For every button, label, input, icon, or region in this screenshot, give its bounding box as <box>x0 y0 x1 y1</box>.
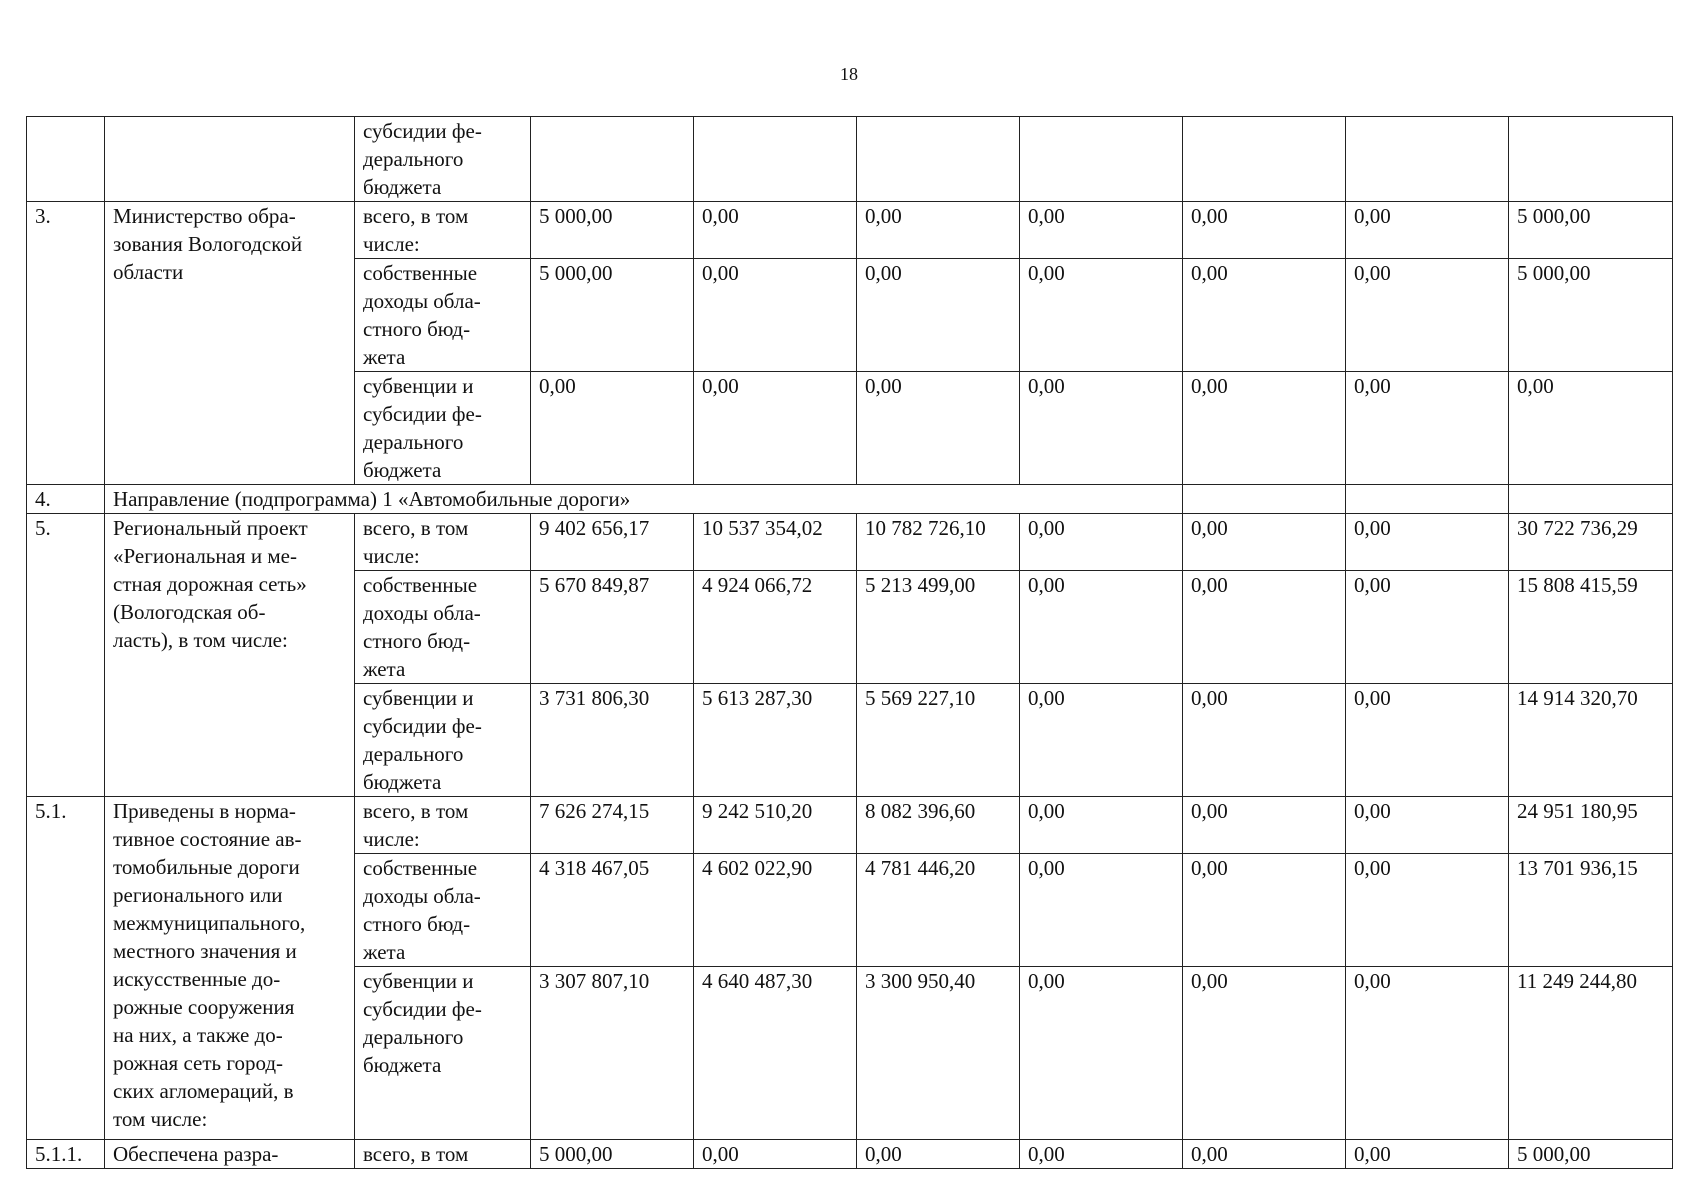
amount-cell: 11 249 244,80 <box>1509 967 1673 1140</box>
amount-cell: 15 808 415,59 <box>1509 571 1673 684</box>
amount-cell: 3 307 807,10 <box>531 967 694 1140</box>
amount-cell: 0,00 <box>694 202 857 259</box>
table-row <box>27 117 1673 202</box>
entity-name-cell: Региональный проект «Региональная и ме- стная дорожная сеть» (Вологодская об- ласть), в том числе: <box>105 514 355 797</box>
amount-cell: 0,00 <box>1183 514 1346 571</box>
amount-cell: 0,00 <box>1509 372 1673 485</box>
amount-cell: 0,00 <box>1183 1140 1346 1169</box>
amount-cell <box>1346 485 1509 514</box>
amount-cell: 0,00 <box>857 1140 1020 1169</box>
row-number-cell <box>27 117 105 202</box>
amount-cell: 4 781 446,20 <box>857 854 1020 967</box>
amount-cell: 0,00 <box>1346 797 1509 854</box>
row-number-cell: 4. <box>27 485 105 514</box>
amount-cell: 0,00 <box>1183 967 1346 1140</box>
amount-cell: 0,00 <box>1020 571 1183 684</box>
amount-cell <box>1183 117 1346 202</box>
amount-cell <box>531 117 694 202</box>
entity-name-cell: Министерство обра- зования Вологодской области <box>105 202 355 485</box>
funding-source-cell: всего, в том числе: <box>355 202 531 259</box>
amount-cell <box>1020 117 1183 202</box>
entity-name-cell: Обеспечена разра- <box>105 1140 355 1169</box>
amount-cell: 10 537 354,02 <box>694 514 857 571</box>
budget-table <box>26 116 1673 1169</box>
amount-cell: 5 613 287,30 <box>694 684 857 797</box>
amount-cell: 5 000,00 <box>1509 202 1673 259</box>
amount-cell: 0,00 <box>1183 854 1346 967</box>
amount-cell: 0,00 <box>1346 967 1509 1140</box>
amount-cell: 7 626 274,15 <box>531 797 694 854</box>
amount-cell <box>1183 485 1346 514</box>
amount-cell <box>694 117 857 202</box>
funding-source-cell: всего, в том числе: <box>355 797 531 854</box>
amount-cell: 0,00 <box>1020 1140 1183 1169</box>
amount-cell: 0,00 <box>694 372 857 485</box>
amount-cell: 5 213 499,00 <box>857 571 1020 684</box>
page-number: 18 <box>840 64 858 84</box>
entity-name-cell: Приведены в норма- тивное состояние ав- томобильные дороги регионального или межмуниципального, местного значения и искусственные до- рожные сооружения на них, а также до- рожная сеть город- ских агломераций, в том числе: <box>105 797 355 1140</box>
amount-cell: 0,00 <box>1183 684 1346 797</box>
amount-cell: 0,00 <box>1346 202 1509 259</box>
amount-cell: 3 300 950,40 <box>857 967 1020 1140</box>
funding-source-cell: субвенции и субсидии фе- дерального бюджета <box>355 372 531 485</box>
funding-source-cell: собственные доходы обла- стного бюд- жета <box>355 854 531 967</box>
amount-cell: 0,00 <box>1346 684 1509 797</box>
amount-cell: 8 082 396,60 <box>857 797 1020 854</box>
amount-cell: 5 670 849,87 <box>531 571 694 684</box>
funding-source-cell: субвенции и субсидии фе- дерального бюджета <box>355 684 531 797</box>
amount-cell: 0,00 <box>1346 372 1509 485</box>
amount-cell: 3 731 806,30 <box>531 684 694 797</box>
amount-cell: 0,00 <box>1183 259 1346 372</box>
amount-cell: 9 242 510,20 <box>694 797 857 854</box>
amount-cell: 0,00 <box>1183 202 1346 259</box>
row-number-cell: 5.1.1. <box>27 1140 105 1169</box>
row-number-cell: 5.1. <box>27 797 105 1140</box>
table-row <box>27 485 1673 514</box>
amount-cell: 0,00 <box>694 259 857 372</box>
amount-cell <box>857 117 1020 202</box>
amount-cell: 4 924 066,72 <box>694 571 857 684</box>
entity-name-cell <box>105 117 355 202</box>
row-number-cell: 5. <box>27 514 105 797</box>
table-row <box>27 797 1673 854</box>
funding-source-cell: субсидии фе- дерального бюджета <box>355 117 531 202</box>
amount-cell: 4 318 467,05 <box>531 854 694 967</box>
funding-source-cell: всего, в том числе: <box>355 514 531 571</box>
amount-cell: 0,00 <box>857 372 1020 485</box>
amount-cell: 0,00 <box>1346 1140 1509 1169</box>
amount-cell: 0,00 <box>857 259 1020 372</box>
amount-cell: 13 701 936,15 <box>1509 854 1673 967</box>
amount-cell: 0,00 <box>1346 571 1509 684</box>
amount-cell: 0,00 <box>694 1140 857 1169</box>
amount-cell: 0,00 <box>1346 854 1509 967</box>
amount-cell: 5 000,00 <box>531 202 694 259</box>
table-row <box>27 514 1673 571</box>
amount-cell: 0,00 <box>857 202 1020 259</box>
amount-cell: 0,00 <box>1346 259 1509 372</box>
funding-source-cell: собственные доходы обла- стного бюд- жета <box>355 259 531 372</box>
funding-source-cell: всего, в том <box>355 1140 531 1169</box>
amount-cell <box>1509 485 1673 514</box>
amount-cell: 0,00 <box>1020 202 1183 259</box>
table-row <box>27 1140 1673 1169</box>
amount-cell: 9 402 656,17 <box>531 514 694 571</box>
amount-cell: 30 722 736,29 <box>1509 514 1673 571</box>
table-row <box>27 202 1673 259</box>
amount-cell: 5 000,00 <box>531 1140 694 1169</box>
amount-cell: 0,00 <box>1346 514 1509 571</box>
amount-cell: 0,00 <box>1183 797 1346 854</box>
direction-heading: Направление (подпрограмма) 1 «Автомобильные дороги» <box>105 485 1183 514</box>
funding-source-cell: собственные доходы обла- стного бюд- жета <box>355 571 531 684</box>
amount-cell <box>1346 117 1509 202</box>
amount-cell: 0,00 <box>1020 854 1183 967</box>
amount-cell: 10 782 726,10 <box>857 514 1020 571</box>
amount-cell: 4 640 487,30 <box>694 967 857 1140</box>
amount-cell: 5 000,00 <box>1509 259 1673 372</box>
amount-cell: 0,00 <box>1183 372 1346 485</box>
amount-cell: 0,00 <box>1020 372 1183 485</box>
row-number-cell: 3. <box>27 202 105 485</box>
amount-cell: 0,00 <box>531 372 694 485</box>
amount-cell: 0,00 <box>1183 571 1346 684</box>
amount-cell: 0,00 <box>1020 684 1183 797</box>
amount-cell <box>1509 117 1673 202</box>
amount-cell: 5 569 227,10 <box>857 684 1020 797</box>
amount-cell: 0,00 <box>1020 967 1183 1140</box>
amount-cell: 0,00 <box>1020 514 1183 571</box>
amount-cell: 24 951 180,95 <box>1509 797 1673 854</box>
amount-cell: 4 602 022,90 <box>694 854 857 967</box>
amount-cell: 0,00 <box>1020 259 1183 372</box>
amount-cell: 5 000,00 <box>1509 1140 1673 1169</box>
funding-source-cell: субвенции и субсидии фе- дерального бюджета <box>355 967 531 1140</box>
amount-cell: 0,00 <box>1020 797 1183 854</box>
amount-cell: 14 914 320,70 <box>1509 684 1673 797</box>
amount-cell: 5 000,00 <box>531 259 694 372</box>
